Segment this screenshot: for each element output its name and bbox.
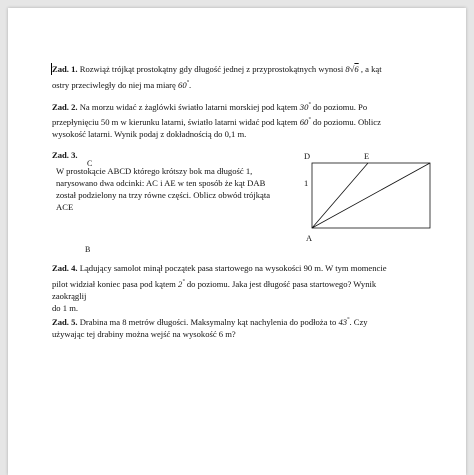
task-2-line-3: wysokość latarni. Wynik podaj z dokładnością do 0,1 m. [52,129,247,139]
task-1-label: Zad. 1. [52,64,78,74]
task-4-line-4: do 1 m. [52,303,79,313]
task-4-angle: 2° [178,279,185,289]
task-2-line-2: przepłynięciu 50 m w kierunku latarni, światło latarni widać pod kątem 60° do poziomu. Oblicz [52,117,381,127]
task-1-line-1: Zad. 1. Rozwiąż trójkąt prostokątny gdy długość jednej z przyprostokątnych wynosi 8√6 , a kąt [52,64,382,74]
task-3-label: Zad. 3. [52,150,78,160]
rectangle-diagram [298,153,448,273]
task-2-label: Zad. 2. [52,102,78,112]
label-a: A [306,234,313,243]
task-3-stray-c: C [87,159,93,168]
task-5-line-1: Zad. 5. Drabina ma 8 metrów długości. Maksymalny kąt nachylenia do podłoża to 43°. Czy [52,317,368,327]
segment-ac [312,163,430,228]
task-1-value: 8√6 [345,64,359,74]
task-4-line-2: pilot widział koniec pasa pod kątem 2° do poziomu. Jaka jest długość pasa startowego? Wynik [52,279,377,289]
task-5-angle: 43° [338,317,350,327]
task-1-angle: 60° [178,80,190,90]
task-5-label: Zad. 5. [52,317,78,327]
task-5-line-2: używając tej drabiny można wejść na wysokość 6 m? [52,329,236,339]
task-1-line-2: ostry przeciwległy do niej ma miarę 60°. [52,80,192,90]
task-3-stray-b: B [85,245,91,254]
task-4-line-3: zaokrąglij [52,291,87,301]
label-e: E [364,152,370,161]
task-2-line-1: Zad. 2. Na morzu widać z żaglówki światło latarni morskiej pod kątem 30° do poziomu. Po [52,102,368,112]
document-page [8,8,466,475]
task-3-line-2: narysowano dwa odcinki: AC i AE w ten sposób że kąt DAB [56,178,266,188]
label-d: D [304,152,311,161]
task-4-line-1: Zad. 4. Lądujący samolot minął początek pasa startowego na wysokości 90 m. W tym momencie [52,263,387,273]
segment-ae [312,163,368,228]
task-2-angle-2: 60° [299,117,311,127]
task-1-text: Rozwiąż trójkąt prostokątny gdy długość jednej z przyprostokątnych wynosi [79,64,344,74]
task-4-label: Zad. 4. [52,263,78,273]
task-3-line-4: ACE [56,202,74,212]
task-2-angle-1: 30° [299,102,311,112]
task-3-line-3: został podzielony na trzy równe części. Oblicz obwód trójkąta [56,190,271,200]
label-side: 1 [304,179,309,188]
task-3-line-1: W prostokącie ABCD którego krótszy bok ma długość 1, [56,166,253,176]
task-3-figure [298,153,448,273]
